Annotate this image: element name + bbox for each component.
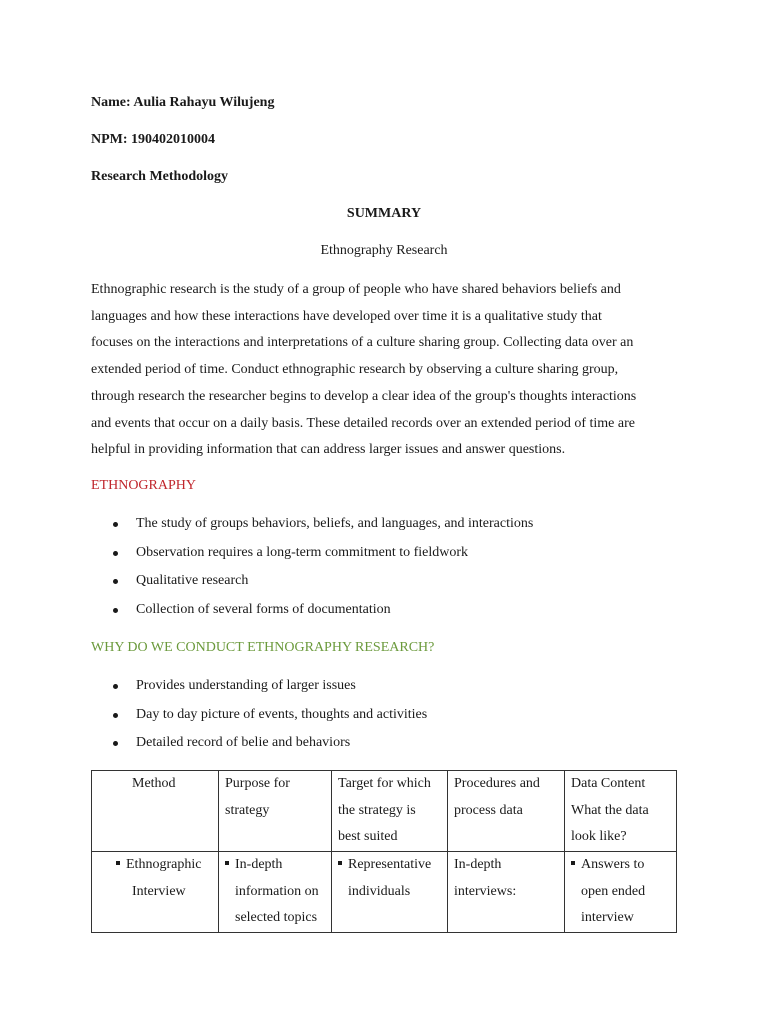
list-item: Day to day picture of events, thoughts and activities [111,705,427,734]
student-npm: NPM: 190402010004 [91,132,216,147]
list-item: Collection of several forms of documentation [111,600,533,629]
cell-method: Ethnographic Interview [92,852,219,933]
square-bullet-icon [116,861,120,865]
bullet-icon [113,522,118,527]
intro-line: extended period of time. Conduct ethnographic research by observing a culture sharing group, [91,362,619,378]
table-header-row [92,771,677,852]
square-bullet-icon [571,861,575,865]
bullet-icon [113,741,118,746]
intro-line: languages and how these interactions have developed over time it is a qualitative study that [91,308,602,324]
methods-table [91,770,677,933]
ethnography-heading: ETHNOGRAPHY [91,478,196,493]
list-item: Detailed record of belie and behaviors [111,733,427,762]
bullet-icon [113,551,118,556]
course-title: Research Methodology [91,169,228,184]
bullet-icon [113,684,118,689]
bullet-icon [113,579,118,584]
intro-line: and events that occur on a daily basis. These detailed records over an extended period of time are [91,415,635,431]
header-target: Target for which the strategy is best suited [332,771,448,852]
list-item: Provides understanding of larger issues [111,676,427,705]
intro-line: Ethnographic research is the study of a group of people who have shared behaviors beliefs and [91,282,621,297]
list-item: The study of groups behaviors, beliefs, and languages, and interactions [111,514,533,543]
document-title: SUMMARY [346,206,422,221]
cell-procedures: In-depth interviews: [448,852,565,933]
bullet-icon [113,713,118,718]
table-row [92,852,677,933]
cell-content: Answers to open ended interview [565,852,677,933]
header-procedures: Procedures and process data [448,771,565,852]
student-name: Name: Aulia Rahayu Wilujeng [91,95,275,110]
header-purpose: Purpose for strategy [219,771,332,852]
intro-paragraph [91,277,691,464]
list-item: Qualitative research [111,571,533,600]
intro-line: focuses on the interactions and interpretations of a culture sharing group. Collecting data over an [91,335,634,351]
document-subtitle: Ethnography Research [320,243,448,258]
ethnography-list [111,514,533,628]
square-bullet-icon [225,861,229,865]
bullet-icon [113,608,118,613]
cell-target: Representative individuals [332,852,448,933]
intro-line: through research the researcher begins to develop a clear idea of the group's thoughts interactions [91,388,637,404]
header-method: Method [92,771,219,852]
intro-line: helpful in providing information that can address larger issues and answer questions. [91,442,566,458]
cell-purpose: In-depth information on selected topics [219,852,332,933]
header-content: Data Content What the data look like? [565,771,677,852]
square-bullet-icon [338,861,342,865]
why-heading: WHY DO WE CONDUCT ETHNOGRAPHY RESEARCH? [91,640,435,655]
why-list [111,676,427,762]
list-item: Observation requires a long-term commitment to fieldwork [111,543,533,572]
